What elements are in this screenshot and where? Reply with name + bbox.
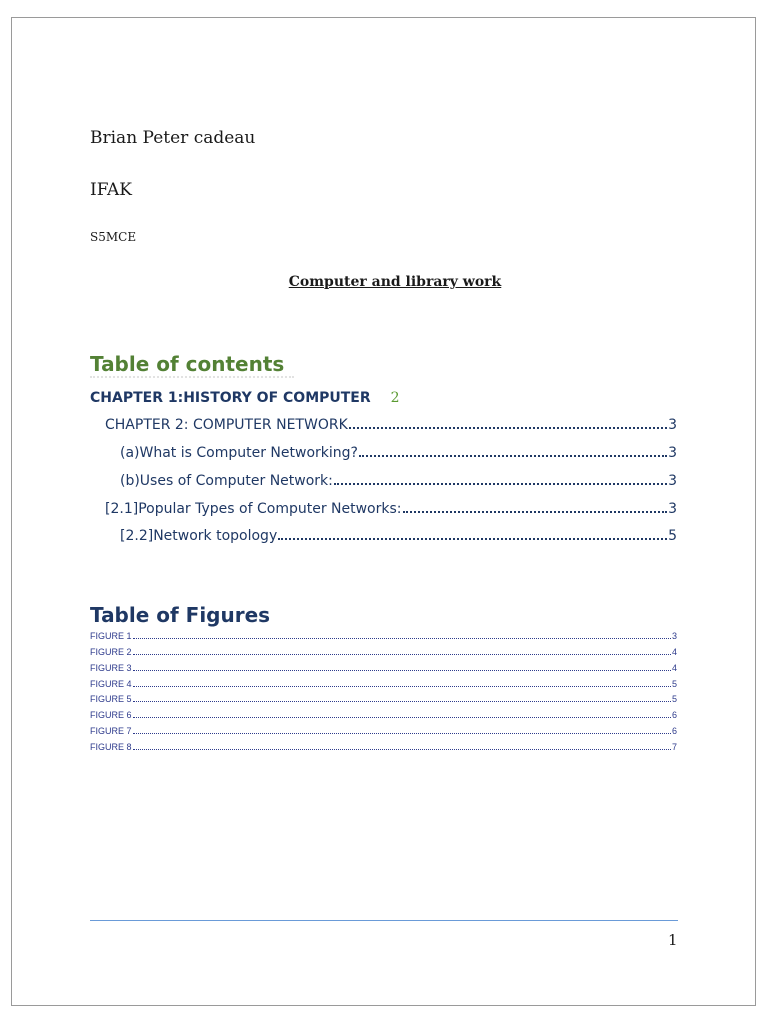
toc-entry[interactable]	[105, 501, 677, 521]
figure-entry[interactable]	[90, 694, 677, 706]
figure-entry-label: FIGURE 3	[90, 663, 132, 673]
figure-entry-label: FIGURE 1	[90, 631, 132, 641]
figure-entry-label: FIGURE 4	[90, 679, 132, 689]
document-title: Computer and library work	[288, 274, 502, 290]
figure-entry[interactable]	[90, 663, 677, 675]
toc-entry-page: 3	[668, 501, 677, 517]
figure-entry[interactable]	[90, 631, 677, 643]
toc-entry-label: [2.2]Network topology	[120, 528, 278, 544]
toc-entry-label: [2.1]Popular Types of Computer Networks:	[105, 501, 402, 517]
figure-leader-dots	[133, 749, 671, 750]
figure-entry-page: 4	[671, 647, 677, 657]
figure-leader-dots	[133, 701, 671, 702]
figure-entry-page: 4	[671, 663, 677, 673]
figure-leader-dots	[133, 670, 671, 671]
figure-entry[interactable]	[90, 726, 677, 738]
toc-entry-label: (b)Uses of Computer Network:	[120, 473, 333, 489]
toc-leader-dots	[278, 538, 667, 540]
school-name: IFAK	[90, 180, 133, 200]
toc-entry[interactable]	[105, 417, 677, 437]
toc-entry-label: CHAPTER 1:HISTORY OF COMPUTER	[90, 390, 371, 406]
figure-entry[interactable]	[90, 710, 677, 722]
toc-leader-dots	[403, 511, 668, 513]
figure-leader-dots	[133, 686, 671, 687]
figure-entry-page: 5	[671, 694, 677, 704]
class-code: S5MCE	[90, 230, 137, 244]
toc-leader-dots	[334, 483, 667, 485]
toc-entry-label: (a)What is Computer Networking?	[120, 445, 358, 461]
figure-entry-label: FIGURE 6	[90, 710, 132, 720]
toc-entry-page: 3	[668, 417, 677, 433]
toc-leader-dots	[349, 427, 667, 429]
figure-entry-label: FIGURE 2	[90, 647, 132, 657]
figure-entry-page: 7	[671, 742, 677, 752]
figure-leader-dots	[133, 717, 671, 718]
figure-entry[interactable]	[90, 742, 677, 754]
toc-entry-page: 3	[668, 473, 677, 489]
toc-entry[interactable]	[120, 445, 677, 465]
toc-entry-page: 2	[390, 390, 400, 406]
toc-entry-label: CHAPTER 2: COMPUTER NETWORK	[105, 417, 348, 433]
figure-entry-label: FIGURE 7	[90, 726, 132, 736]
toc-leader-dots	[359, 455, 667, 457]
toc-entry[interactable]	[120, 473, 677, 493]
figure-entry-page: 6	[671, 726, 677, 736]
toc-entry-page: 5	[668, 528, 677, 544]
figure-leader-dots	[133, 654, 671, 655]
figure-entry-label: FIGURE 8	[90, 742, 132, 752]
author-name: Brian Peter cadeau	[90, 128, 256, 148]
tof-heading: Table of Figures	[90, 603, 271, 627]
figure-entry-page: 5	[671, 679, 677, 689]
toc-entry-page: 3	[668, 445, 677, 461]
figure-leader-dots	[133, 733, 671, 734]
figure-entry[interactable]	[90, 679, 677, 691]
figure-entry[interactable]	[90, 647, 677, 659]
page-number: 1	[668, 931, 678, 949]
figure-entry-page: 6	[671, 710, 677, 720]
figure-leader-dots	[133, 638, 671, 639]
toc-entry[interactable]	[120, 528, 677, 548]
figure-entry-label: FIGURE 5	[90, 694, 132, 704]
toc-entry[interactable]	[90, 390, 400, 406]
footer-rule	[90, 920, 678, 921]
figure-entry-page: 3	[671, 631, 677, 641]
toc-heading: Table of contents	[90, 352, 294, 378]
